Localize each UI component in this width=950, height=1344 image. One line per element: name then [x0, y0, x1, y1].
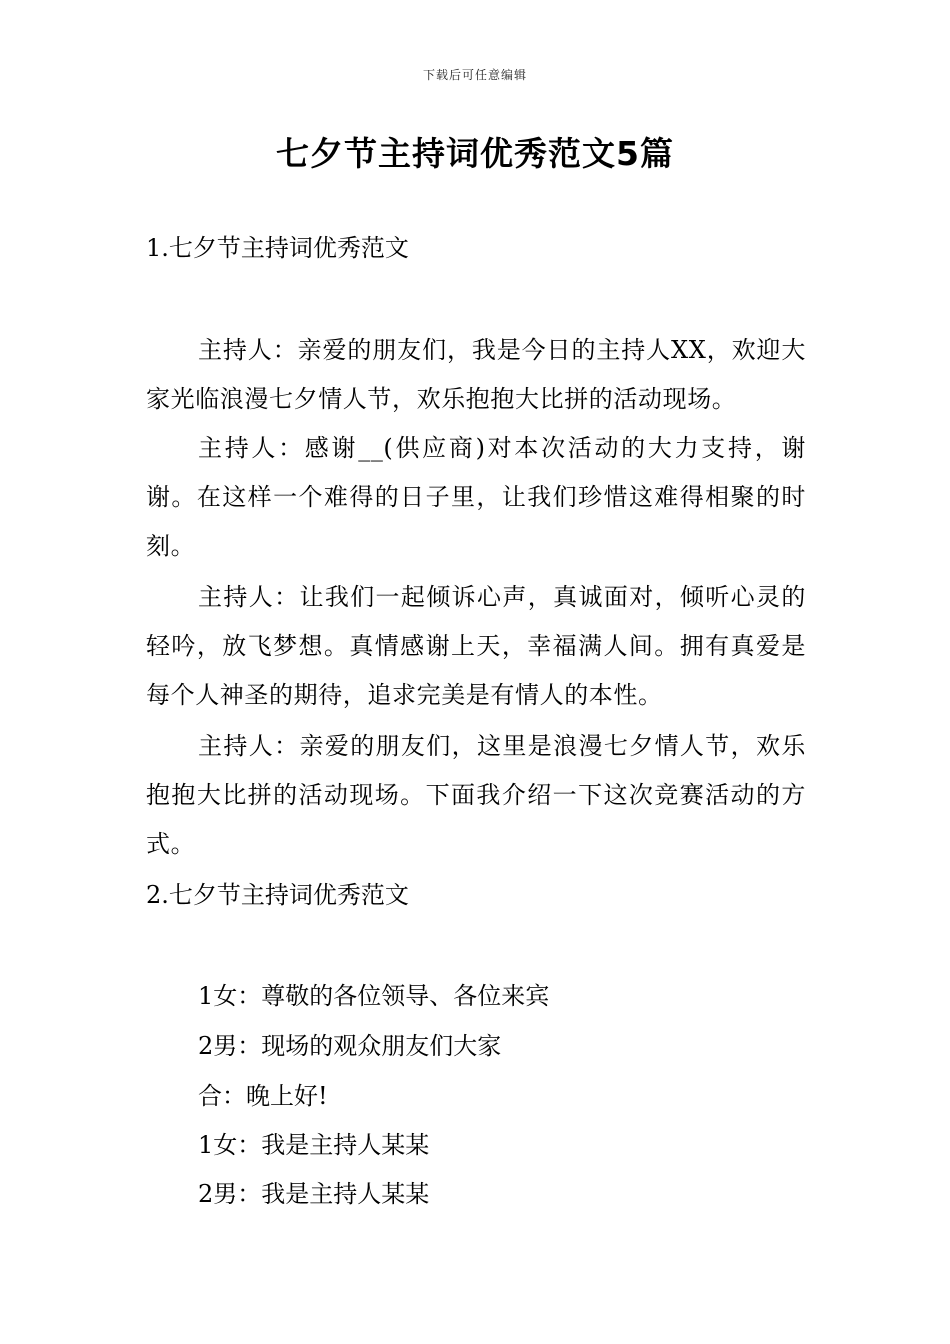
section-1-paragraph: 主持人：亲爱的朋友们，这里是浪漫七夕情人节，欢乐抱抱大比拼的活动现场。下面我介绍一下这次竞赛活动的方式。	[146, 732, 806, 858]
header-note: 下载后可任意编辑	[422, 68, 527, 82]
section-1-paragraph: 主持人：亲爱的朋友们，我是今日的主持人XX，欢迎大家光临浪漫七夕情人节，欢乐抱抱大比拼的活动现场。	[146, 336, 806, 413]
section-1-paragraph: 主持人：让我们一起倾诉心声，真诚面对，倾听心灵的轻吟，放飞梦想。真情感谢上天，幸福满人间。拥有真爱是每个人神圣的期待，追求完美是有情人的本性。	[146, 583, 806, 709]
document-title: 七夕节主持词优秀范文5篇	[276, 134, 674, 173]
section-1-paragraph: 主持人：感谢__(供应商)对本次活动的大力支持，谢谢。在这样一个难得的日子里，让我们珍惜这难得相聚的时刻。	[146, 434, 806, 560]
dialogue-line: 1女：我是主持人某某	[198, 1131, 430, 1159]
dialogue-line: 合：晚上好!	[198, 1082, 328, 1110]
section-1-heading: 1.七夕节主持词优秀范文	[146, 234, 409, 262]
dialogue-line: 2男：现场的观众朋友们大家	[198, 1032, 502, 1060]
section-2-heading: 2.七夕节主持词优秀范文	[146, 881, 409, 909]
dialogue-line: 1女：尊敬的各位领导、各位来宾	[198, 982, 550, 1010]
dialogue-line: 2男：我是主持人某某	[198, 1180, 430, 1208]
